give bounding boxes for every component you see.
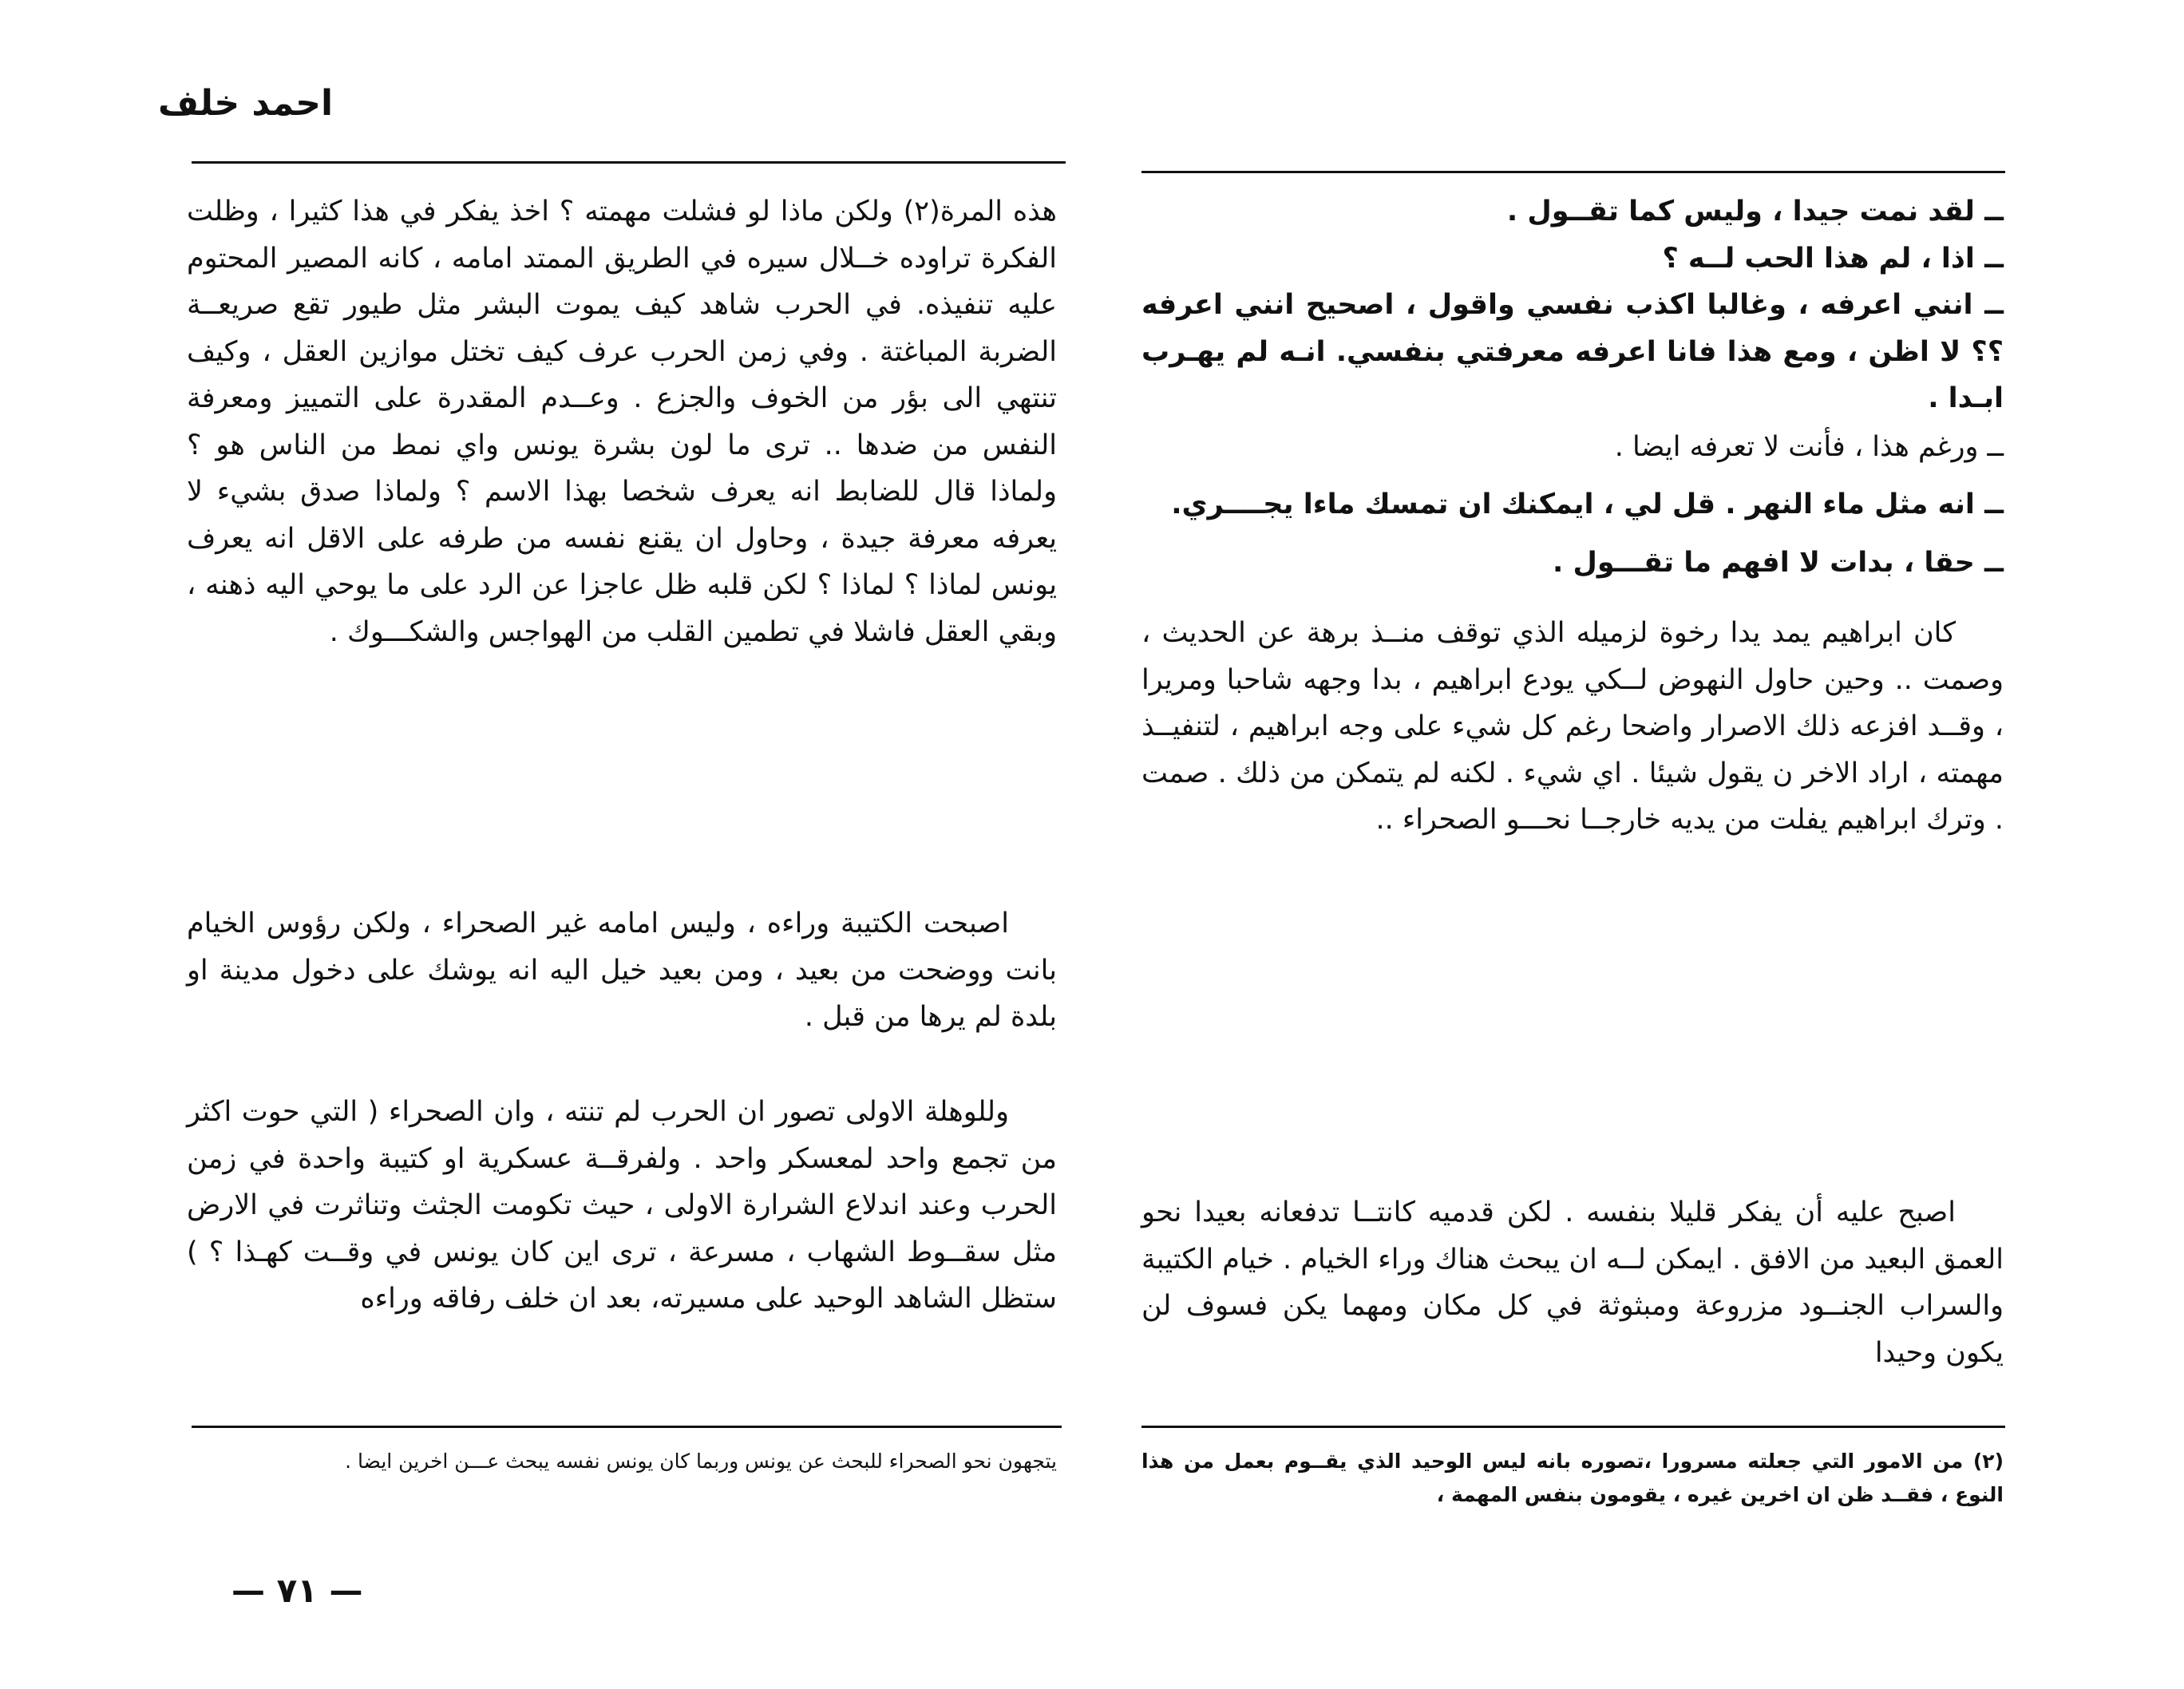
page-number: — ٧١ — — [231, 1571, 363, 1610]
footnote-rule-left — [192, 1426, 1062, 1428]
paragraph: اصبحت الكتيبة وراءه ، وليس امامه غير الصحراء ، ولكن رؤوس الخيام بانت ووضحت من بعيد ، ومن بعيد خيل اليه انه يوشك على دخول مدينة او بلدة لم يرها من قبل . — [187, 908, 1057, 1033]
footnote-right: (٢) من الامور التي جعلته مسرورا ،تصوره بانه ليس الوحيد الذي يقــوم بعمل من هذا النوع ، فقــد ظن ان اخرين غيره ، يقومون بنفس المهمة ، — [1141, 1450, 2004, 1506]
dialogue-line: ــ انه مثل ماء النهر . قل لي ، ايمكنك ان تمسك ماءا يجــــري. — [1171, 489, 2004, 520]
paragraph: هذه المرة(٢) ولكن ماذا لو فشلت مهمته ؟ اخذ يفكر في هذا كثيرا ، وظلت الفكرة تراوده خــلال سيره في الطريق الممتد امامه ، كانه المصير المحتوم عليه تنفيذه. في الحرب شاهد كيف يموت البشر مثل طيور تقع صريعــة الضربة المباغتة . وفي زمن الحرب عرف كيف تختل موازين العقل ، وكيف تنتهي الى بؤر من الخوف والجزع . وعــدم المقدرة على التمييز ومعرفة النفس من ضدها .. ترى ما لون بشرة يونس واي نمط من الناس هو ؟ ولماذا قال للضابط انه يعرف شخصا بهذا الاسم ؟ ولماذا صدق بشيء لا يعرفه معرفة جيدة ، وحاول ان يقنع نفسه من طرفه على الاقل انه يعرف يونس لماذا ؟ لماذا ؟ لكن قلبه ظل عاجزا عن الرد على ما يوحي اليه ذهنه ، وبقي العقل فاشلا في تطمين القلب من الهواجس والشكـــوك . — [187, 196, 1058, 648]
left-column-paragraph-3 — [187, 1089, 1057, 1323]
paragraph: وللوهلة الاولى تصور ان الحرب لم تنته ، وان الصحراء ( التي حوت اكثر من تجمع واحد لمعسكر واحد . ولفرقــة عسكرية او كتيبة واحدة في زمن الحرب وعند اندلاع الشرارة الاولى ، حيث تكومت الجثث وتناثرت في الارض مثل سقــوط الشهاب ، مسرعة ، ترى اين كان يونس في وقــت كهـذا ؟ ) ستظل الشاهد الوحيد على مسيرته، بعد ان خلف رفاقه وراءه — [187, 1096, 1057, 1315]
left-column-paragraph-1 — [187, 188, 1057, 655]
right-column-paragraph — [1141, 1189, 2004, 1376]
dialogue-line: ــ اذا ، لم هذا الحب لــه ؟ — [1662, 242, 2004, 275]
footnote-rule-right — [1141, 1426, 2005, 1428]
left-column-paragraph-2 — [187, 900, 1057, 1041]
dialogue-line: ــ ورغم هذا ، فأنت لا تعرفه ايضا . — [1614, 430, 2004, 463]
paragraph: كان ابراهيم يمد يدا رخوة لزميله الذي توقف منــذ برهة عن الحديث ، وصمت .. وحين حاول النهوض لــكي يودع ابراهيم ، بدا وجهه شاحبا ومريرا ، وقــد افزعه ذلك الاصرار واضحا رغم كل شيء على وجه ابراهيم ، لتنفيــذ مهمته ، اراد الاخر ن يقول شيئا . اي شيء . لكنه لم يتمكن من ذلك . صمت . وترك ابراهيم يفلت من يديه خارجــا نحـــو الصحراء .. — [1141, 617, 2004, 836]
header-rule-right — [1141, 171, 2005, 173]
dialogue-line: ــ لقد نمت جيدا ، وليس كما تقــول . — [1506, 196, 2004, 227]
running-header-author: احمد خلف — [158, 83, 334, 124]
paragraph: اصبح عليه أن يفكر قليلا بنفسه . لكن قدميه كانتــا تدفعانه بعيدا نحو العمق البعيد من الافق . ايمكن لــه ان يبحث هناك وراء الخيام . خيام الكتيبة والسراب الجنــود مزروعة ومبثوثة في كل مكان ومهما يكن فسوف لن يكون وحيدا — [1141, 1197, 2004, 1369]
right-column-dialogue — [1141, 188, 2004, 844]
dialogue-line: ــ حقا ، بدات لا افهم ما تقـــول . — [1553, 546, 2004, 579]
header-rule-left — [192, 161, 1066, 164]
dialogue-line: ــ انني اعرفه ، وغالبا اكذب نفسي واقول ، اصحيح انني اعرفه ؟؟ لا اظن ، ومع هذا فانا اعرفه معرفتي بنفسي. انـه لم يهـرب ابـدا . — [1141, 289, 2004, 414]
footnote-left: يتجهون نحو الصحراء للبحث عن يونس وربما كان يونس نفسه يبحث عـــن اخرين ايضا . — [345, 1450, 1057, 1473]
